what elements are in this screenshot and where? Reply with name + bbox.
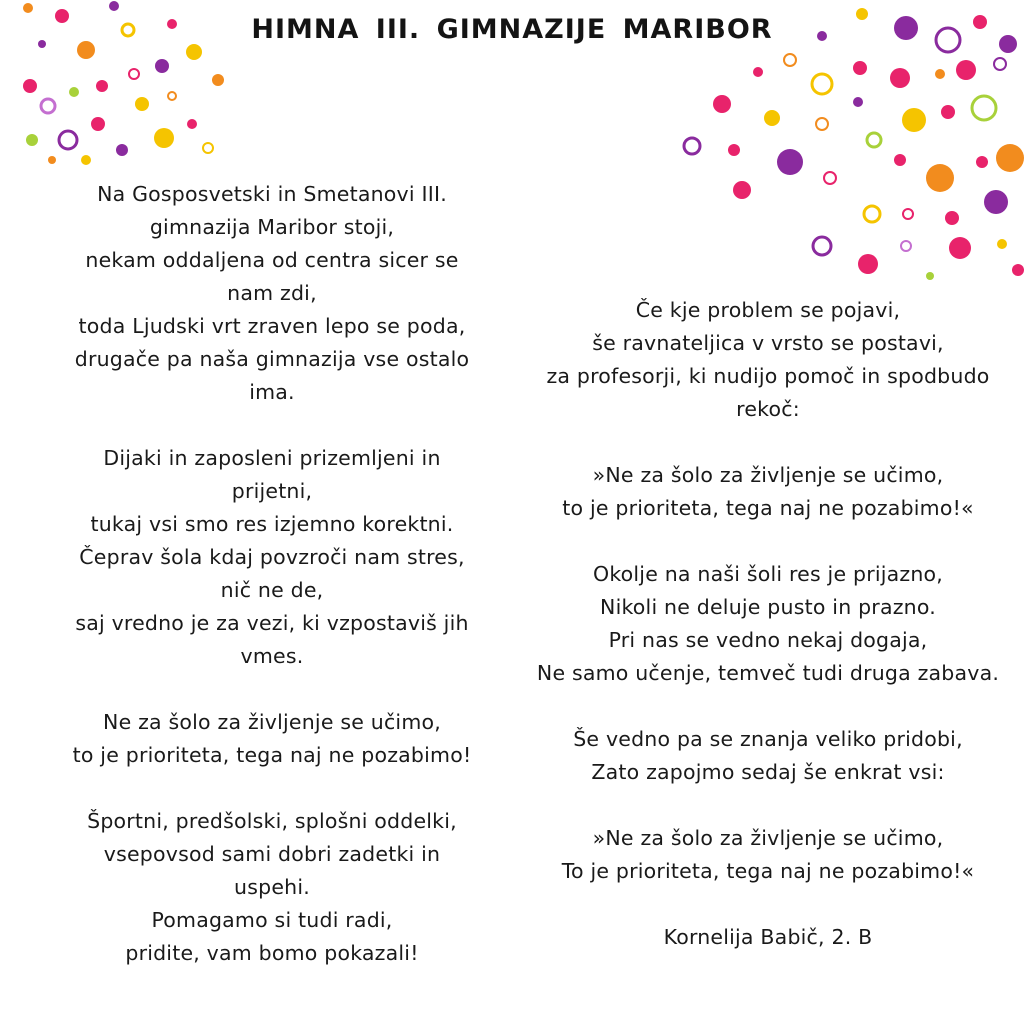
poem-line: Ne samo učenje, temveč tudi druga zabava. — [536, 661, 1000, 685]
stanza-gap — [42, 673, 502, 706]
poem-line: »Ne za šolo za življenje se učimo, — [592, 826, 944, 850]
poem-line: gimnazija Maribor stoji, — [149, 215, 395, 239]
poem-line: Pomagamo si tudi radi, — [151, 908, 393, 932]
poem-line: Nikoli ne deluje pusto in prazno. — [600, 595, 936, 619]
poem-right-column — [524, 294, 1012, 954]
stanza-gap — [524, 690, 1012, 723]
poem-line: Na Gosposvetski in Smetanovi III. — [97, 182, 447, 206]
poem-line: za profesorji, ki nudijo pomoč in spodbudo — [546, 364, 990, 388]
poem-line: To je prioriteta, tega naj ne pozabimo!« — [561, 859, 975, 883]
stanza-gap — [524, 789, 1012, 822]
stanza-gap — [524, 888, 1012, 921]
poem-line: saj vredno je za vezi, ki vzpostaviš jih — [75, 611, 469, 635]
poem-line: Pri nas se vedno nekaj dogaja, — [608, 628, 928, 652]
poem-line: vsepovsod sami dobri zadetki in — [103, 842, 441, 866]
poem-line: še ravnateljica v vrsto se postavi, — [592, 331, 944, 355]
poem-line: tukaj vsi smo res izjemno korektni. — [90, 512, 454, 536]
page-title: HIMNA III. GIMNAZIJE MARIBOR — [251, 14, 773, 45]
poem-line: to je prioriteta, tega naj ne pozabimo! — [72, 743, 472, 767]
poem-line: rekoč: — [736, 397, 800, 421]
poem-line: Okolje na naši šoli res je prijazno, — [592, 562, 943, 586]
poem-line: pridite, vam bomo pokazali! — [125, 941, 419, 965]
stanza-gap — [42, 772, 502, 805]
poem-line: Zato zapojmo sedaj še enkrat vsi: — [591, 760, 945, 784]
poem-line: uspehi. — [234, 875, 310, 899]
poem-line: Dijaki in zaposleni prizemljeni in — [103, 446, 441, 470]
poem-line: toda Ljudski vrt zraven lepo se poda, — [78, 314, 466, 338]
poem-line: prijetni, — [231, 479, 313, 503]
poem-line: Čeprav šola kdaj povzroči nam stres, — [79, 545, 465, 569]
poem-line: nekam oddaljena od centra sicer se — [85, 248, 459, 272]
poem-line: vmes. — [240, 644, 304, 668]
stanza-gap — [42, 409, 502, 442]
poem-line: ima. — [249, 380, 295, 404]
poem-line: to je prioriteta, tega naj ne pozabimo!« — [562, 496, 974, 520]
poem-left-column — [42, 178, 502, 970]
poem-line: »Ne za šolo za življenje se učimo, — [592, 463, 944, 487]
poem-line: nič ne de, — [220, 578, 324, 602]
stanza-gap — [524, 426, 1012, 459]
poem-line: Če kje problem se pojavi, — [635, 298, 901, 322]
poem-line: drugače pa naša gimnazija vse ostalo — [74, 347, 470, 371]
stanza-gap — [524, 525, 1012, 558]
poem-line: nam zdi, — [227, 281, 317, 305]
poem-line: Ne za šolo za življenje se učimo, — [103, 710, 441, 734]
author-signature: Kornelija Babič, 2. B — [663, 925, 873, 949]
poem-line: Še vedno pa se znanja veliko pridobi, — [573, 727, 963, 751]
poem-line: Športni, predšolski, splošni oddelki, — [87, 809, 457, 833]
